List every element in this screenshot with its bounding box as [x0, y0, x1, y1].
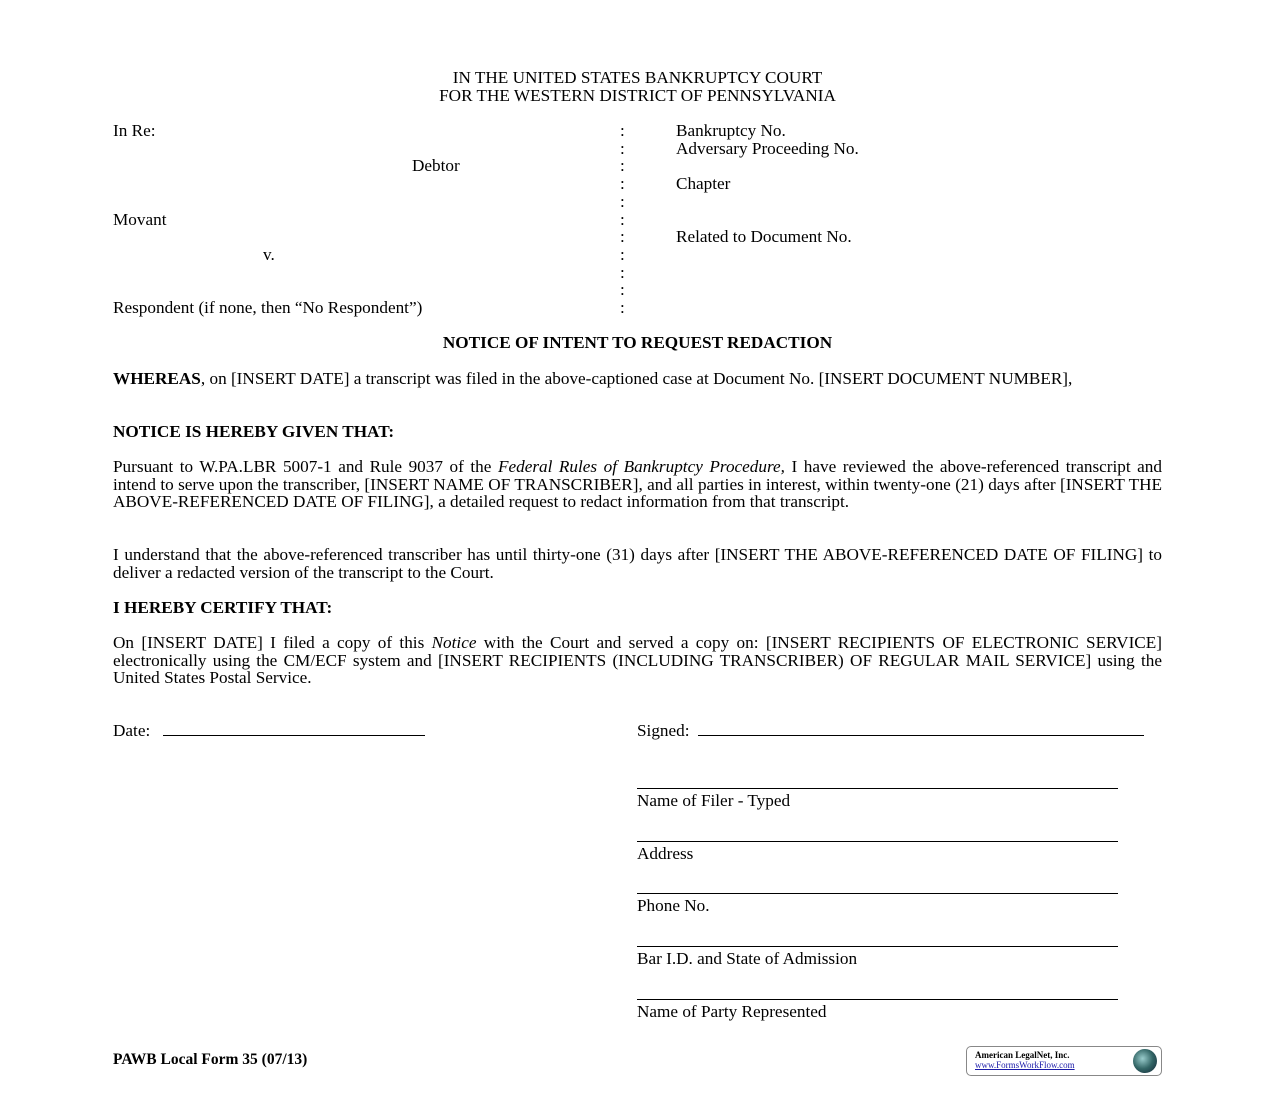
caption-row	[0, 157, 1275, 175]
signature-field-label: Bar I.D. and State of Admission	[637, 949, 858, 969]
caption-row	[0, 281, 1275, 299]
notice-title: NOTICE OF INTENT TO REQUEST REDACTION	[442, 333, 833, 352]
understand-paragraph: I understand that the above-referenced transcriber has until thirty-one (31) days after [INSERT THE ABOVE-REFERENCED DATE OF FILING] to deliver a redacted version of the transcript to the Court.	[113, 545, 1162, 582]
certify-paragraph	[113, 634, 1162, 687]
caption-row	[0, 211, 1275, 229]
caption-right: Adversary Proceeding No.	[676, 138, 859, 158]
caption-row	[0, 228, 1275, 246]
signature-field-line[interactable]	[637, 827, 1118, 842]
caption-colon: :	[620, 262, 625, 282]
certify-heading: I HEREBY CERTIFY THAT:	[113, 598, 333, 617]
caption-row	[0, 299, 1275, 317]
caption-left: v.	[263, 244, 275, 264]
caption-colon: :	[620, 174, 625, 194]
signed-field[interactable]	[637, 721, 1144, 740]
signature-field-line[interactable]	[637, 879, 1118, 894]
caption-colon: :	[620, 280, 625, 300]
rules-title: Federal Rules of Bankruptcy Procedure,	[497, 457, 785, 476]
caption-row	[0, 140, 1275, 158]
american-legalnet-logo	[966, 1046, 1162, 1076]
caption-left: Movant	[113, 209, 167, 229]
caption-row	[0, 122, 1275, 140]
court-district: FOR THE WESTERN DISTRICT OF PENNSYLVANIA	[439, 86, 836, 105]
para3-text-cont: with the Court and served a copy on: [INSERT RECIPIENTS OF ELECTRONIC SERVICE] electronically using the CM/ECF system and [INSERT RECIPIENTS (INCLUDING TRANSCRIBER) OF REGULAR MAIL SERVICE] using the United States Postal Service.	[113, 633, 1162, 688]
caption-row	[0, 246, 1275, 264]
caption-colon: :	[620, 227, 625, 247]
whereas-label: WHEREAS	[113, 369, 201, 388]
signature-field-line[interactable]	[637, 774, 1118, 789]
whereas-text: , on [INSERT DATE] a transcript was filed in the above-captioned case at Document No. [INSERT DOCUMENT NUMBER],	[200, 369, 1073, 388]
notice-heading: NOTICE IS HEREBY GIVEN THAT:	[113, 422, 395, 441]
caption-row	[0, 264, 1275, 282]
para1-text-cont: I have reviewed the above-referenced transcript and intend to serve upon the transcriber, [INSERT NAME OF TRANSCRIBER], and all parties in interest, within twenty-one (21) days after [INSERT THE ABOVE-REFERENCED DATE OF FILING], a detailed request to redact information from that transcript.	[113, 457, 1162, 512]
caption-left: Respondent (if none, then “No Respondent”)	[113, 298, 423, 317]
signature-field-label: Phone No.	[637, 896, 710, 916]
signature-line[interactable]	[698, 721, 1144, 736]
whereas-paragraph	[113, 370, 1162, 388]
para1-text: Pursuant to W.PA.LBR 5007-1 and Rule 9037 of the	[113, 457, 498, 476]
caption-right: Chapter	[676, 174, 731, 194]
caption-right: Related to Document No.	[676, 227, 852, 247]
caption-colon: :	[620, 191, 625, 211]
notice-italic: Notice	[431, 633, 477, 652]
signed-label: Signed:	[637, 721, 690, 740]
caption-colon: :	[620, 209, 625, 229]
globe-icon	[1133, 1049, 1157, 1073]
caption-left: Debtor	[412, 156, 460, 176]
date-field[interactable]	[113, 721, 425, 740]
pursuant-paragraph	[113, 458, 1162, 511]
signature-field-line[interactable]	[637, 932, 1118, 947]
caption-colon: :	[620, 156, 625, 176]
caption-right: Bankruptcy No.	[676, 121, 786, 140]
caption-row	[0, 175, 1275, 193]
signature-field-label: Name of Filer - Typed	[637, 791, 791, 810]
logo-name: American LegalNet, Inc.	[975, 1050, 1070, 1060]
caption-colon: :	[620, 244, 625, 264]
para3-text: On [INSERT DATE] I filed a copy of this	[113, 633, 432, 652]
court-name: IN THE UNITED STATES BANKRUPTCY COURT	[452, 68, 823, 87]
caption-colon: :	[620, 121, 625, 140]
caption-row	[0, 193, 1275, 211]
signature-field-line[interactable]	[637, 985, 1118, 1000]
caption-colon: :	[620, 138, 625, 158]
logo-url[interactable]: www.FormsWorkFlow.com	[975, 1060, 1075, 1070]
form-footer: PAWB Local Form 35 (07/13)	[113, 1051, 308, 1068]
signature-field-label: Name of Party Represented	[637, 1001, 827, 1021]
date-label: Date:	[113, 721, 151, 740]
signature-field-label: Address	[637, 843, 694, 863]
caption-left: In Re:	[113, 121, 156, 140]
caption-colon: :	[620, 298, 625, 317]
date-line[interactable]	[163, 721, 425, 736]
